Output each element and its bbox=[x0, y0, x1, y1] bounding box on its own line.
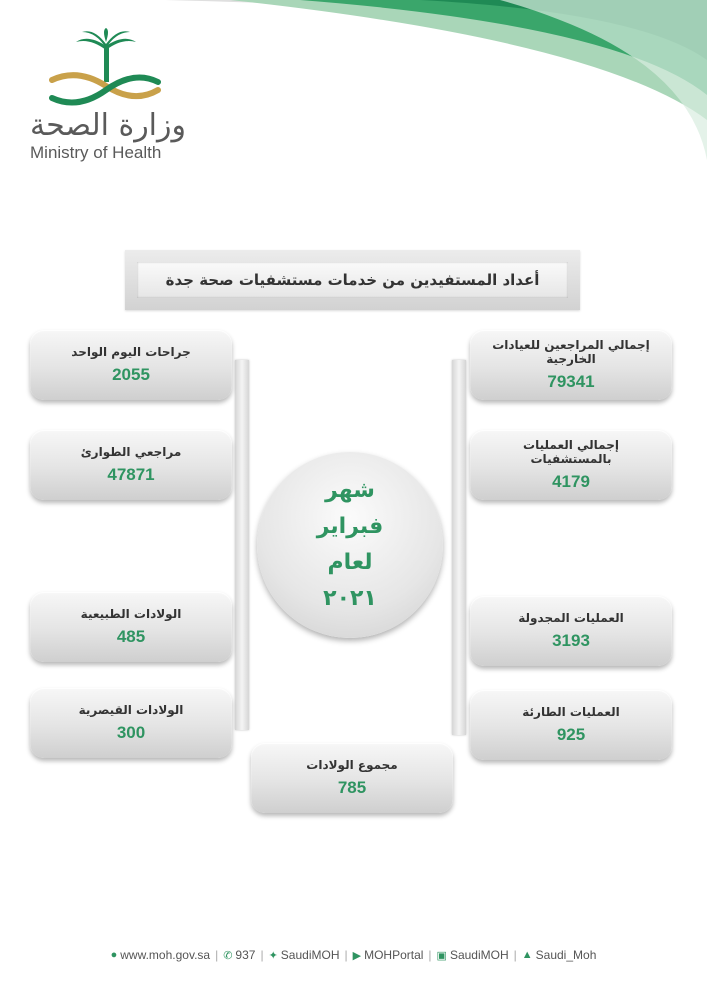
stat-value: 47871 bbox=[107, 465, 155, 484]
title-banner bbox=[125, 250, 580, 310]
footer-youtube-text: MOHPortal bbox=[364, 948, 424, 962]
footer-instagram[interactable] bbox=[437, 948, 509, 962]
footer-separator: | bbox=[260, 948, 264, 962]
stat-value: 300 bbox=[116, 723, 146, 742]
stat-card-total-births bbox=[251, 743, 453, 813]
footer-website-text: www.moh.gov.sa bbox=[120, 948, 211, 962]
stat-card-hospital-operations bbox=[470, 430, 672, 500]
stat-value: 485 bbox=[116, 627, 146, 646]
period-month-word: شهر bbox=[325, 478, 375, 503]
footer-separator: | bbox=[428, 948, 432, 962]
period-circle bbox=[257, 452, 443, 638]
stat-value: 3193 bbox=[552, 631, 590, 650]
page-title: أعداد المستفيدين من خدمات مستشفيات صحة جدة bbox=[165, 271, 540, 289]
stat-label: إجمالي العمليات بالمستشفيات bbox=[523, 438, 619, 466]
footer-contacts bbox=[0, 948, 707, 962]
title-banner-inner bbox=[137, 262, 568, 298]
footer-website[interactable] bbox=[111, 948, 210, 962]
footer-twitter-text: SaudiMOH bbox=[280, 948, 340, 962]
stat-card-cesarean-births bbox=[30, 688, 232, 758]
stat-card-natural-births bbox=[30, 592, 232, 662]
stat-label: مراجعي الطوارئ bbox=[80, 445, 182, 459]
footer-separator: | bbox=[513, 948, 517, 962]
globe-icon: ● bbox=[110, 949, 118, 961]
stat-label: الولادات الطبيعية bbox=[80, 607, 182, 621]
phone-icon: ✆ bbox=[223, 949, 233, 962]
footer-twitter[interactable] bbox=[269, 948, 340, 962]
stat-value: 925 bbox=[556, 725, 586, 744]
stat-label: العمليات المجدولة bbox=[518, 611, 624, 625]
stat-label: جراحات اليوم الواحد bbox=[71, 345, 191, 359]
stat-value: 2055 bbox=[112, 365, 150, 384]
stat-label: مجموع الولادات bbox=[306, 758, 398, 772]
footer-phone-text: 937 bbox=[235, 948, 256, 962]
left-connector-bar bbox=[235, 360, 249, 730]
footer-separator: | bbox=[215, 948, 219, 962]
stat-card-scheduled-operations bbox=[470, 596, 672, 666]
snapchat-icon: ▲ bbox=[521, 949, 533, 961]
footer-snapchat[interactable] bbox=[522, 948, 597, 962]
youtube-icon: ▶ bbox=[352, 949, 362, 962]
period-month-name: فبراير bbox=[316, 514, 384, 539]
right-connector-bar bbox=[452, 360, 466, 735]
stat-label: إجمالي المراجعين للعيادات الخارجية bbox=[492, 338, 650, 366]
footer-separator: | bbox=[344, 948, 348, 962]
footer-phone[interactable] bbox=[223, 948, 255, 962]
footer-youtube[interactable] bbox=[353, 948, 424, 962]
instagram-icon: ▣ bbox=[436, 949, 447, 962]
stat-label: الولادات القيصرية bbox=[78, 703, 184, 717]
period-year-word: لعام bbox=[327, 550, 373, 575]
stat-value: 785 bbox=[337, 778, 367, 797]
footer-snapchat-text: Saudi_Moh bbox=[535, 948, 597, 962]
twitter-icon: ✦ bbox=[268, 949, 278, 962]
stat-card-emergency-operations bbox=[470, 690, 672, 760]
logo-english-text: Ministry of Health bbox=[30, 143, 162, 162]
stat-card-day-surgery bbox=[30, 330, 232, 400]
stat-card-emergency-visits bbox=[30, 430, 232, 500]
stat-value: 79341 bbox=[547, 372, 595, 391]
stat-value: 4179 bbox=[552, 472, 590, 491]
stat-card-outpatient-visits bbox=[470, 330, 672, 400]
footer-instagram-text: SaudiMOH bbox=[449, 948, 509, 962]
stat-label: العمليات الطارئة bbox=[522, 705, 620, 719]
logo-arabic-text: وزارة الصحة bbox=[30, 108, 186, 143]
period-year: ٢٠٢١ bbox=[323, 586, 377, 611]
